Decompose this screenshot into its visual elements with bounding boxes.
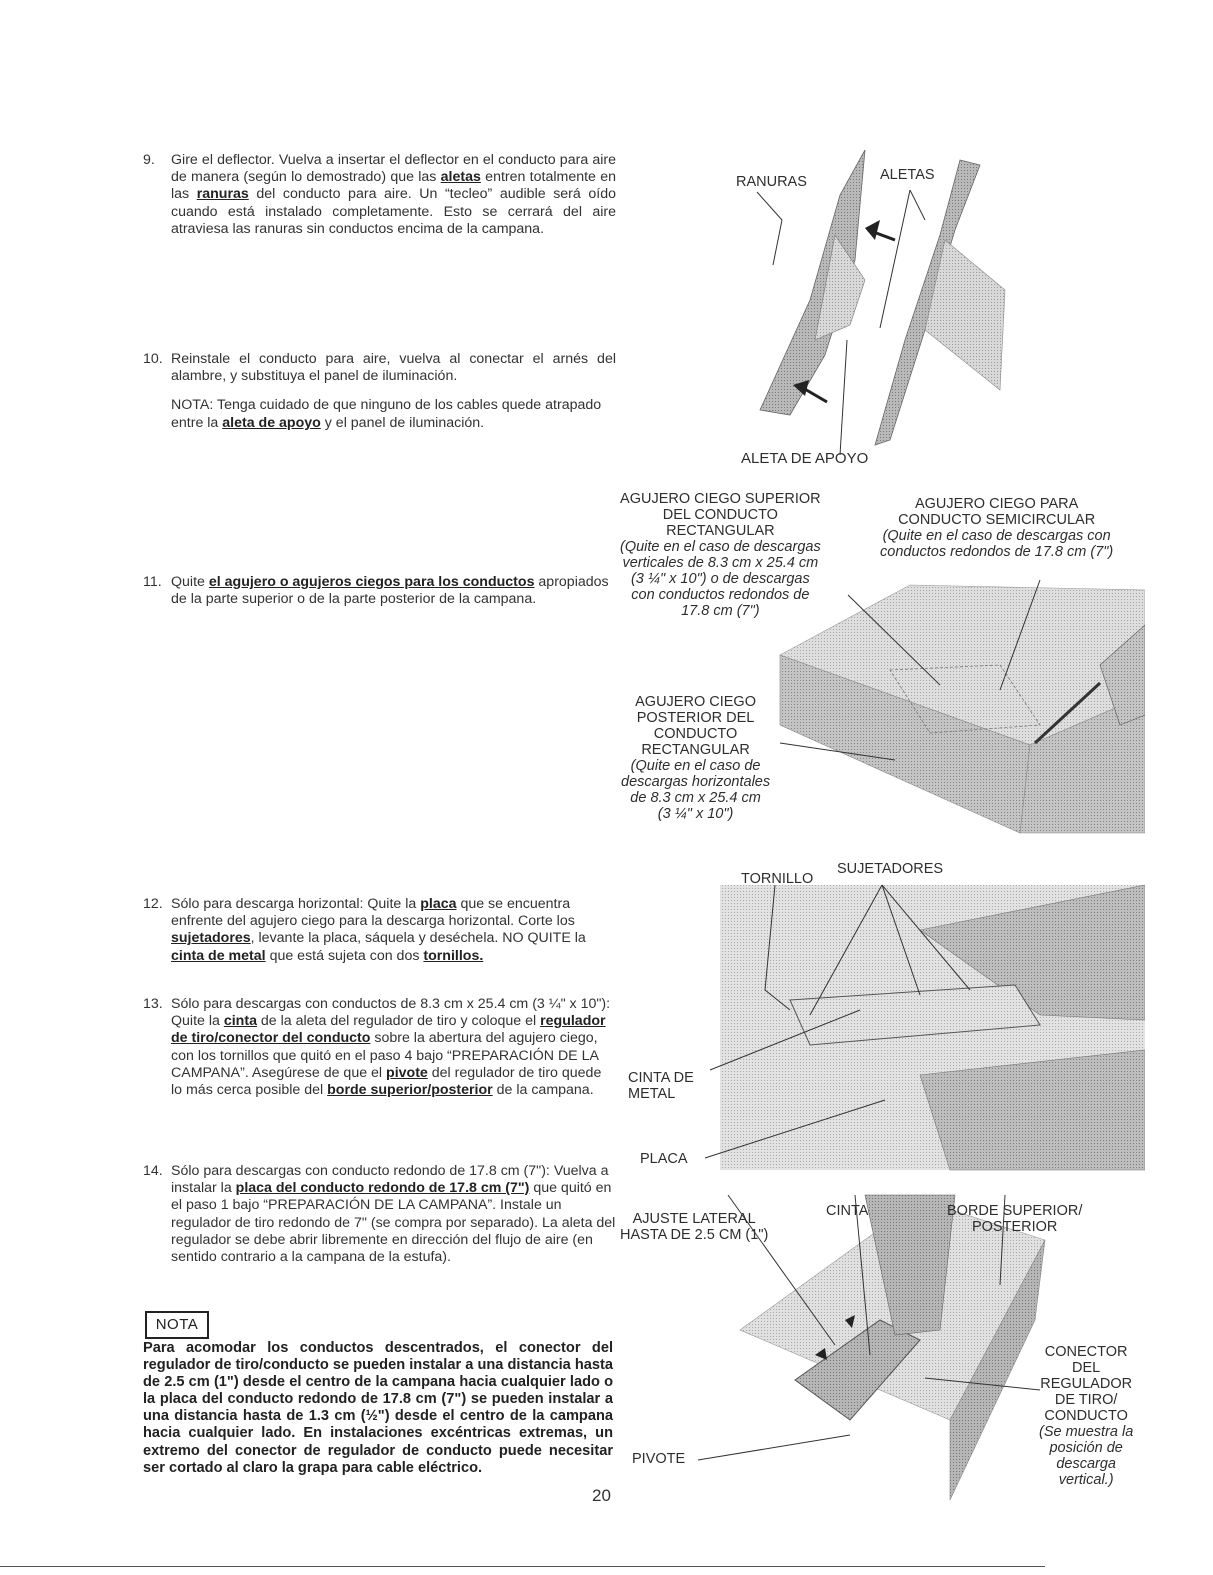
step-text: Quite el agujero o agujeros ciegos para los conductos apropiados de la parte superior o de la parte posterior de la campana. bbox=[171, 574, 609, 608]
step-note: NOTA: Tenga cuidado de que ninguno de los cables quede atrapado entre la aleta de apoyo y el panel de iluminación. bbox=[171, 397, 602, 431]
label-agujero-posterior: AGUJERO CIEGO POSTERIOR DEL CONDUCTO RECTANGULAR (Quite en el caso de descargas horizontales de 8.3 cm x 25.4 cm (3 ¼" x 10") bbox=[621, 694, 771, 822]
label-pivote: PIVOTE bbox=[632, 1451, 686, 1467]
term-cinta-de-metal: cinta de metal bbox=[171, 947, 266, 964]
step-number: 13. bbox=[143, 996, 163, 1012]
nota-label: NOTA bbox=[145, 1311, 209, 1339]
term-placa-conducto-redondo: placa del conducto redondo de 17.8 cm (7") bbox=[235, 1180, 530, 1197]
nota-text: Para acomodar los conductos descentrados, el conector del regulador de tiro/conducto se pueden instalar a una distancia hasta de 2.5 cm (1") desde el centro de la campana hacia cualquier lado o la placa del conducto redondo de 17.8 cm (7") se pueden instalar a una distancia hasta de 1.3 cm (½") desde el centro de la campana hacia cualquier lado. En instalaciones excéntricas extremas, un extremo del conector de regulador de conducto puede necesitar ser cortado al claro la grapa para cable eléctrico. bbox=[143, 1340, 613, 1476]
term-pivote: pivote bbox=[386, 1064, 428, 1081]
label-borde-superior-posterior: BORDE SUPERIOR/ POSTERIOR bbox=[947, 1203, 1083, 1235]
label-ajuste-lateral: AJUSTE LATERAL HASTA DE 2.5 CM (1") bbox=[620, 1211, 769, 1243]
term-ranuras: ranuras bbox=[196, 186, 249, 203]
label-agujero-semicircular: AGUJERO CIEGO PARA CONDUCTO SEMICIRCULAR (Quite en el caso de descargas con conductos redondos de 17.8 cm (7") bbox=[880, 496, 1114, 560]
page-number: 20 bbox=[592, 1486, 611, 1505]
step-number: 12. bbox=[143, 896, 163, 912]
deflector-illustration bbox=[715, 140, 1015, 480]
label-aletas: ALETAS bbox=[880, 167, 935, 183]
step-text: Gire el deflector. Vuelva a insertar el deflector en el conducto para aire de manera (según lo demostrado) que las aletas entren totalmente en las ranuras del conducto para aire. Un “tecleo” audible será oído cuando está instalado completamente. Esto se cerrará del aire atraviesa las ranuras sin conductos encima de la campana. bbox=[171, 152, 616, 237]
step-number: 10. bbox=[143, 351, 163, 367]
step-14 bbox=[143, 1163, 616, 1266]
step-text: Sólo para descargas con conductos de 8.3 cm x 25.4 cm (3 ¼" x 10"): Quite la cinta de la aleta del regulador de tiro y coloque el regulador de tiro/conector del conducto sobre la abertura del agujero ciego, con los tornillos que quitó en el paso 4 bajo “PREPARACIÓN DE LA CAMPANA”. Asegúrese de que el pivote del regulador de tiro quede lo más cerca posible del borde superior/posterior de la campana. bbox=[171, 996, 611, 1099]
step-number: 9. bbox=[143, 152, 155, 168]
step-text: Sólo para descargas con conducto redondo de 17.8 cm (7"): Vuelva a instalar la placa del conducto redondo de 17.8 cm (7") que quitó en el paso 1 bajo “PREPARACIÓN DE LA CAMPANA”. Instale un regulador de tiro redondo de 7" (se compra por separado). La aleta del regulador se debe abrir libremente en dirección del flujo de aire (en sentido contrario a la campana de la estufa). bbox=[171, 1163, 616, 1266]
step-9 bbox=[143, 152, 616, 238]
step-number: 11. bbox=[143, 574, 162, 590]
label-sujetadores: SUJETADORES bbox=[837, 861, 944, 877]
step-number: 14. bbox=[143, 1163, 163, 1179]
label-tornillo: TORNILLO bbox=[741, 871, 814, 887]
label-aleta-de-apoyo: ALETA DE APOYO bbox=[741, 450, 869, 467]
term-sujetadores: sujetadores bbox=[171, 930, 251, 947]
step-11 bbox=[143, 574, 616, 608]
step-13 bbox=[143, 996, 616, 1099]
step-text: Sólo para descarga horizontal: Quite la placa que se encuentra enfrente del agujero ciego para la descarga horizontal. Corte los sujetadores, levante la placa, sáquela y deséchela. NO QUITE la cinta de metal que está sujeta con dos tornillos. bbox=[171, 896, 586, 964]
arrow-tab-top bbox=[865, 220, 880, 240]
label-cinta: CINTA bbox=[826, 1203, 869, 1219]
label-agujero-superior: AGUJERO CIEGO SUPERIOR DEL CONDUCTO RECTANGULAR (Quite en el caso de descargas verticales de 8.3 cm x 25.4 cm (3 ¼" x 10") o de descargas con conductos redondos de 17.8 cm (7") bbox=[620, 491, 821, 619]
plate-removal-illustration bbox=[620, 870, 1145, 1175]
label-placa: PLACA bbox=[640, 1151, 688, 1167]
term-agujeros-ciegos: el agujero o agujeros ciegos para los conductos bbox=[208, 574, 535, 590]
term-aletas: aletas bbox=[440, 169, 481, 186]
label-ranuras: RANURAS bbox=[736, 174, 807, 190]
term-borde-superior-posterior: borde superior/posterior bbox=[327, 1082, 493, 1099]
step-text: Reinstale el conducto para aire, vuelva al conectar el arnés del alambre, y substituya el panel de iluminación. NOTA: Tenga cuidado de que ninguno de los cables quede atrapado entre la aleta de apoyo y el panel de iluminación. bbox=[171, 351, 616, 431]
step-12 bbox=[143, 896, 616, 965]
term-placa: placa bbox=[420, 896, 457, 912]
step-10 bbox=[143, 351, 616, 432]
label-cinta-de-metal: CINTA DE METAL bbox=[628, 1070, 694, 1102]
term-regulador-conector: regulador de tiro/conector del conducto bbox=[171, 1013, 606, 1047]
label-conector-regulador: CONECTOR DEL REGULADOR DE TIRO/ CONDUCTO (Se muestra la posición de descarga vertical.) bbox=[1039, 1344, 1134, 1488]
term-tornillos: tornillos. bbox=[423, 947, 484, 964]
term-cinta: cinta bbox=[223, 1013, 257, 1030]
term-aleta-de-apoyo: aleta de apoyo bbox=[222, 414, 321, 431]
bottom-rule bbox=[0, 1566, 1045, 1567]
